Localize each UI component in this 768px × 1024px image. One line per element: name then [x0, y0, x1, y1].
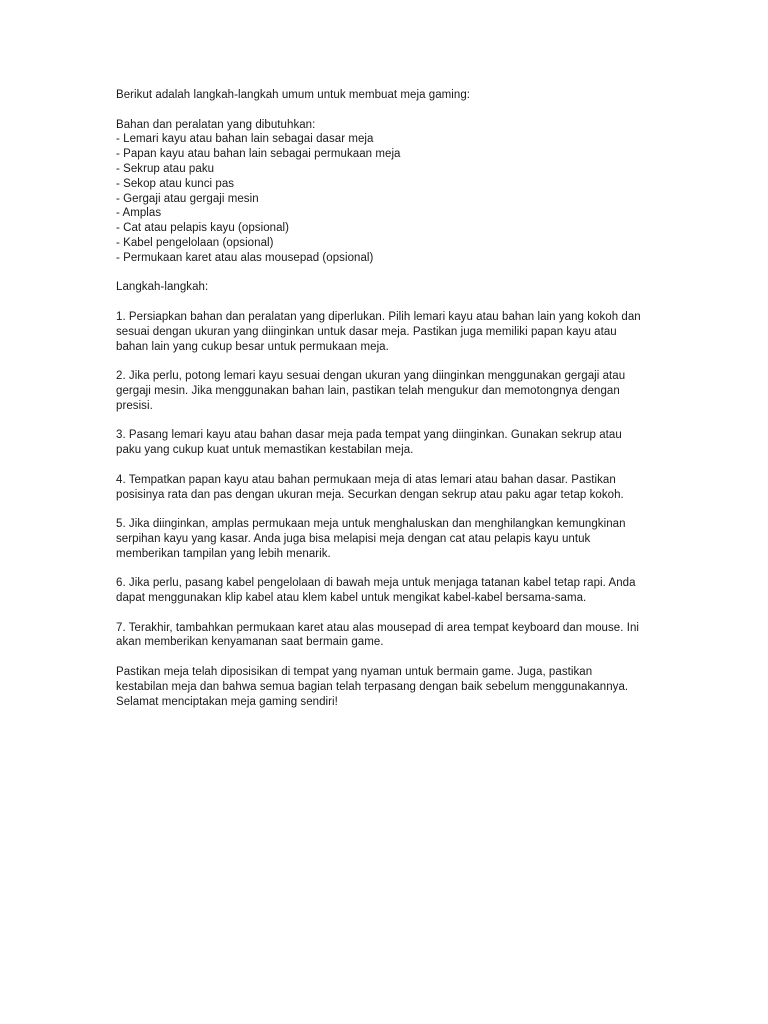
step-2-paragraph [116, 369, 676, 413]
step-line: serpihan kayu yang kasar. Anda juga bisa melapisi meja dengan cat atau pelapis kayu untuk [116, 532, 591, 545]
closing-paragraph [116, 665, 676, 709]
intro-paragraph [116, 88, 676, 103]
step-line: dapat menggunakan klip kabel atau klem kabel untuk mengikat kabel-kabel bersama-sama. [116, 592, 587, 605]
step-line: 4. Tempatkan papan kayu atau bahan permukaan meja di atas lemari atau bahan dasar. Pastikan [116, 473, 616, 486]
list-item: - Gergaji atau gergaji mesin [116, 192, 259, 205]
step-line: 5. Jika diinginkan, amplas permukaan meja untuk menghaluskan dan menghilangkan kemungkinan [116, 518, 626, 531]
list-item: - Lemari kayu atau bahan lain sebagai dasar meja [116, 133, 374, 146]
list-item: - Sekrup atau paku [116, 162, 215, 175]
closing-line: kestabilan meja dan bahwa semua bagian telah terpasang dengan baik sebelum menggunakannya. [116, 680, 629, 693]
list-item: - Kabel pengelolaan (opsional) [116, 236, 274, 249]
step-line: memberikan tampilan yang lebih menarik. [116, 547, 331, 560]
step-line: bahan lain yang cukup besar untuk permukaan meja. [116, 340, 389, 353]
closing-line: Selamat menciptakan meja gaming sendiri! [116, 695, 338, 708]
step-6-paragraph [116, 576, 676, 606]
step-line: sesuai dengan ukuran yang diinginkan untuk dasar meja. Pastikan juga memiliki papan kayu atau [116, 325, 617, 338]
closing-line: Pastikan meja telah diposisikan di tempat yang nyaman untuk bermain game. Juga, pastikan [116, 666, 593, 679]
steps-heading-text: Langkah-langkah: [116, 281, 209, 294]
list-item: - Permukaan karet atau alas mousepad (opsional) [116, 251, 374, 264]
intro-text: Berikut adalah langkah-langkah umum untuk membuat meja gaming: [116, 89, 471, 101]
step-3-paragraph [116, 428, 676, 458]
step-line: 7. Terakhir, tambahkan permukaan karet atau alas mousepad di area tempat keyboard dan mouse. Ini [116, 621, 640, 634]
step-5-paragraph [116, 517, 676, 561]
step-line: 2. Jika perlu, potong lemari kayu sesuai dengan ukuran yang diinginkan menggunakan gergaji atau [116, 370, 626, 383]
list-item: - Cat atau pelapis kayu (opsional) [116, 222, 290, 235]
step-7-paragraph [116, 621, 676, 651]
step-line: 3. Pasang lemari kayu atau bahan dasar meja pada tempat yang diinginkan. Gunakan sekrup atau [116, 429, 622, 442]
step-line: posisinya rata dan pas dengan ukuran meja. Securkan dengan sekrup atau paku agar tetap kokoh. [116, 488, 624, 501]
step-line: paku yang cukup kuat untuk memastikan kestabilan meja. [116, 444, 414, 457]
materials-list [116, 132, 676, 265]
materials-heading [116, 118, 676, 133]
step-line: presisi. [116, 399, 153, 412]
step-line: gergaji mesin. Jika menggunakan bahan lain, pastikan telah mengukur dan memotongnya dengan [116, 384, 620, 397]
materials-heading-text: Bahan dan peralatan yang dibutuhkan: [116, 118, 316, 131]
document-body [116, 88, 676, 724]
step-line: akan memberikan kenyamanan saat bermain game. [116, 636, 384, 649]
list-item: - Sekop atau kunci pas [116, 177, 235, 190]
step-line: 1. Persiapkan bahan dan peralatan yang diperlukan. Pilih lemari kayu atau bahan lain yang kokoh dan [116, 310, 641, 323]
step-4-paragraph [116, 473, 676, 503]
step-line: 6. Jika perlu, pasang kabel pengelolaan di bawah meja untuk menjaga tatanan kabel tetap rapi. Anda [116, 577, 636, 590]
list-item: - Papan kayu atau bahan lain sebagai permukaan meja [116, 148, 401, 161]
list-item: - Amplas [116, 207, 162, 220]
steps-heading [116, 280, 676, 295]
step-1-paragraph [116, 310, 676, 354]
